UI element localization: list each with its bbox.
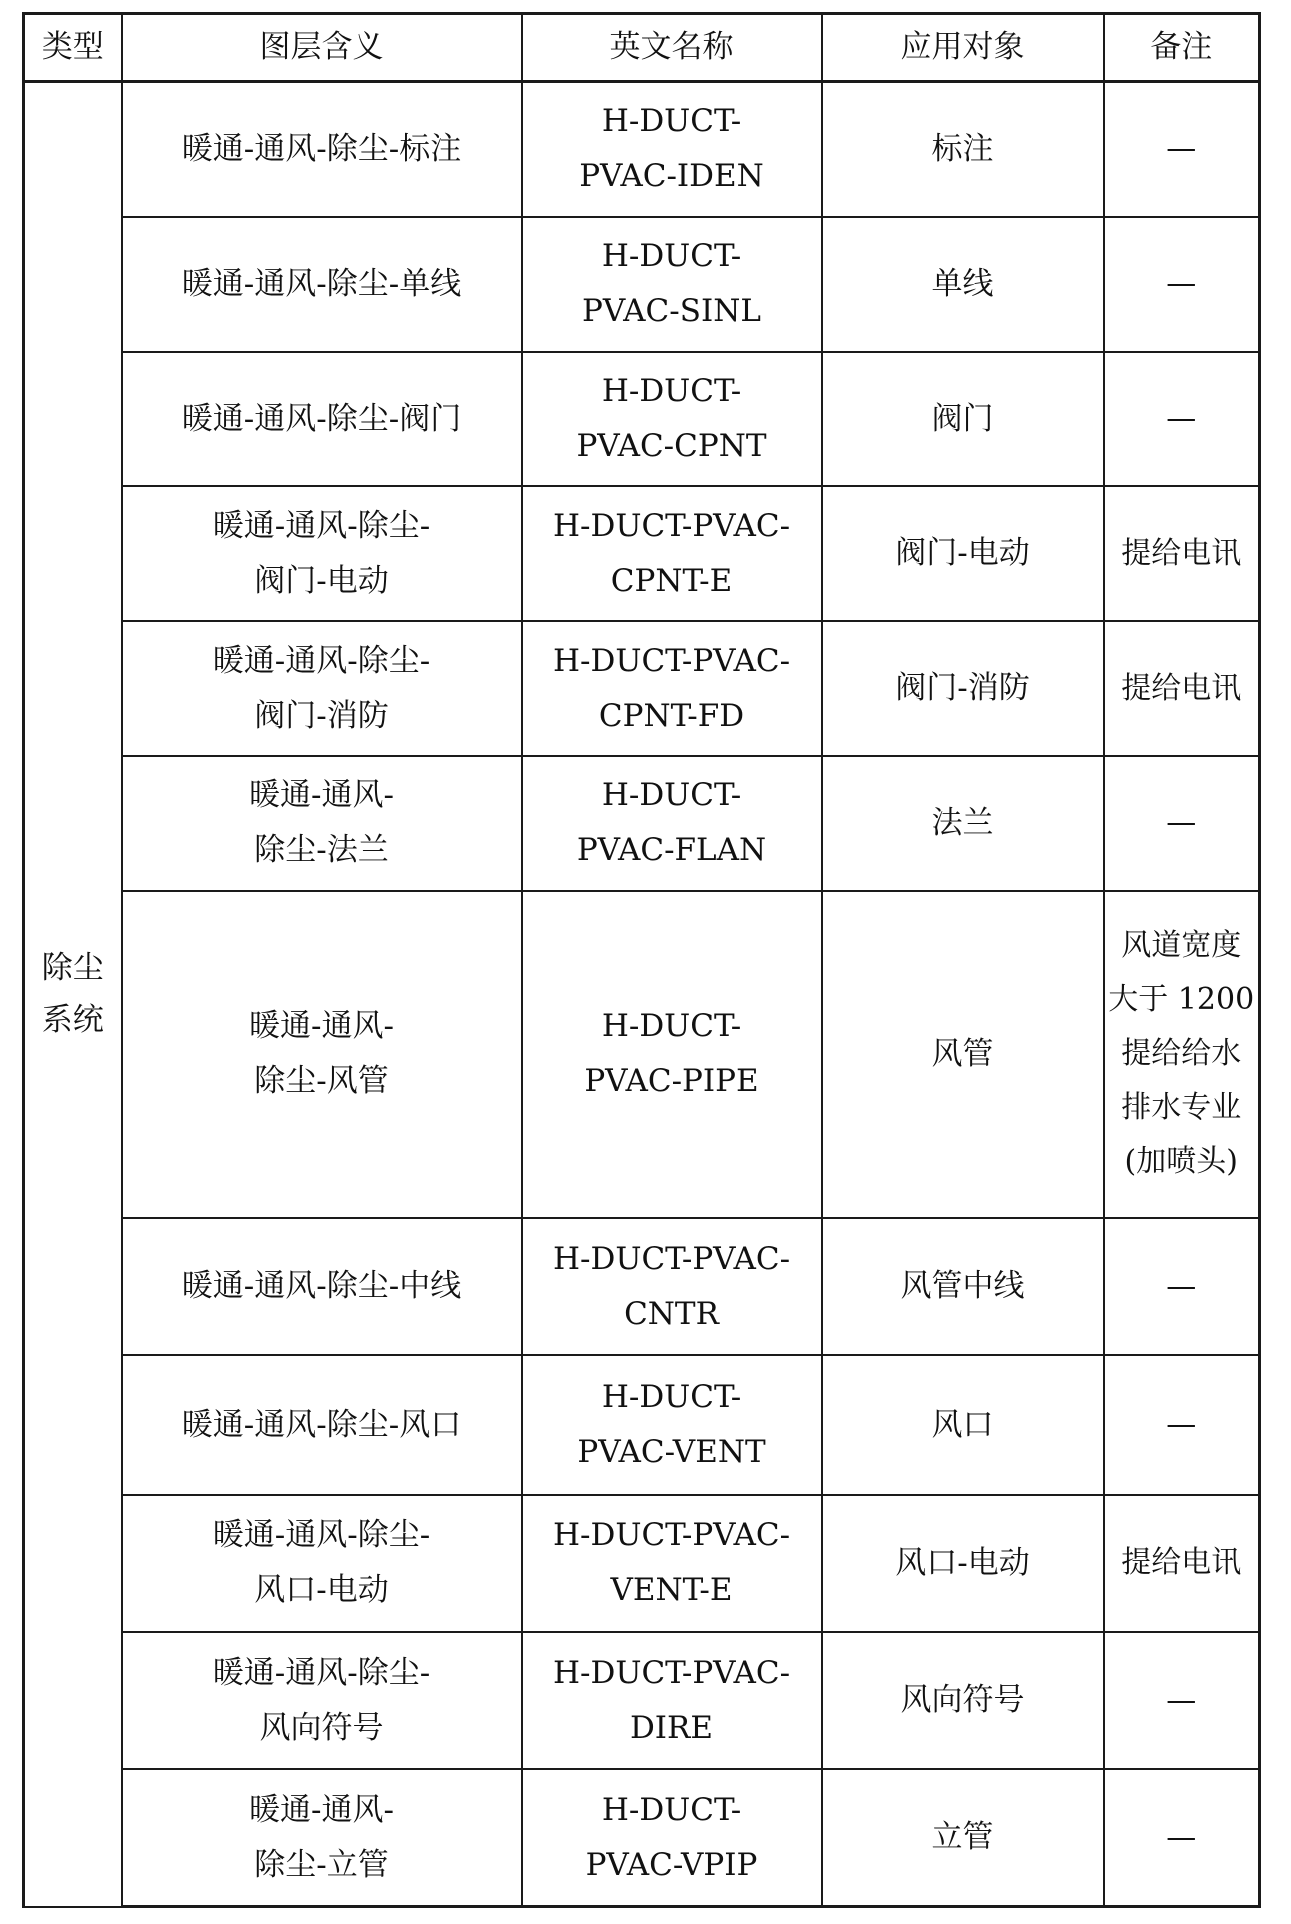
- applied-object-cell: 阀门-电动: [822, 486, 1104, 621]
- table-row: [24, 621, 1260, 756]
- layer-meaning-line: 阀门-消防: [254, 697, 389, 734]
- english-name-cell: [522, 82, 822, 217]
- layer-meaning-line: 暖通-通风-除尘-: [212, 507, 431, 544]
- english-name-line: H-DUCT-: [601, 1008, 742, 1045]
- table-row: [24, 217, 1260, 352]
- english-name-cell: [522, 1218, 822, 1355]
- layer-table-sheet: [22, 12, 1258, 1908]
- layer-meaning-cell: [122, 1632, 522, 1769]
- english-name-line: PVAC-PIPE: [584, 1063, 759, 1100]
- layer-meaning-cell: [122, 1495, 522, 1632]
- table-body: [24, 82, 1260, 1907]
- note-cell: [1104, 1218, 1260, 1355]
- layer-table: [22, 12, 1261, 1908]
- layer-meaning-cell: [122, 1218, 522, 1355]
- group-type-line: 除尘: [41, 950, 104, 987]
- table-row: [24, 891, 1260, 1218]
- header-row: [24, 14, 1260, 82]
- layer-meaning-line: 暖通-通风-除尘-中线: [181, 1268, 462, 1305]
- note-line: —: [1166, 1819, 1197, 1855]
- english-name-cell: [522, 891, 822, 1218]
- note-line: —: [1166, 1407, 1197, 1443]
- english-name-line: CPNT-E: [610, 562, 733, 599]
- english-name-line: H-DUCT-: [601, 238, 742, 275]
- english-name-cell: [522, 756, 822, 891]
- english-name-line: H-DUCT-PVAC-: [552, 1517, 791, 1554]
- table-row: [24, 756, 1260, 891]
- english-name-line: PVAC-FLAN: [576, 832, 767, 869]
- layer-meaning-cell: [122, 1355, 522, 1495]
- layer-meaning-line: 暖通-通风-除尘-: [212, 642, 431, 679]
- note-cell: [1104, 82, 1260, 217]
- header-english-name: 英文名称: [522, 14, 822, 82]
- note-cell: [1104, 217, 1260, 352]
- english-name-line: H-DUCT-: [601, 1379, 742, 1416]
- applied-object-cell: 阀门-消防: [822, 621, 1104, 756]
- layer-meaning-line: 风向符号: [259, 1709, 384, 1746]
- layer-meaning-cell: [122, 621, 522, 756]
- layer-meaning-line: 风口-电动: [254, 1572, 389, 1609]
- note-line: 提给电讯: [1121, 535, 1242, 571]
- english-name-line: CNTR: [624, 1295, 719, 1332]
- note-line: —: [1166, 131, 1197, 167]
- table-row: [24, 1355, 1260, 1495]
- english-name-cell: [522, 486, 822, 621]
- english-name-cell: [522, 1355, 822, 1495]
- table-row: [24, 352, 1260, 487]
- note-cell: [1104, 1495, 1260, 1632]
- applied-object-cell: 风管中线: [822, 1218, 1104, 1355]
- english-name-line: PVAC-VENT: [577, 1434, 766, 1471]
- layer-meaning-cell: [122, 1769, 522, 1906]
- english-name-line: H-DUCT-PVAC-: [552, 507, 791, 544]
- table-header: [24, 14, 1260, 82]
- english-name-line: PVAC-IDEN: [579, 158, 764, 195]
- english-name-line: PVAC-CPNT: [576, 428, 767, 465]
- note-cell: [1104, 891, 1260, 1218]
- english-name-cell: [522, 1495, 822, 1632]
- english-name-line: DIRE: [629, 1709, 714, 1746]
- english-name-cell: [522, 621, 822, 756]
- note-cell: [1104, 621, 1260, 756]
- note-line: (加喷头): [1124, 1144, 1238, 1180]
- note-cell: [1104, 352, 1260, 487]
- table-row: [24, 486, 1260, 621]
- note-cell: [1104, 756, 1260, 891]
- layer-meaning-line: 暖通-通风-除尘-风口: [181, 1406, 462, 1443]
- english-name-cell: [522, 1632, 822, 1769]
- header-meaning: 图层含义: [122, 14, 522, 82]
- layer-meaning-line: 暖通-通风-除尘-单线: [181, 265, 462, 302]
- layer-meaning-line: 除尘-法兰: [254, 832, 389, 869]
- note-line: —: [1166, 1268, 1197, 1304]
- applied-object-cell: 风口-电动: [822, 1495, 1104, 1632]
- english-name-cell: [522, 352, 822, 487]
- note-line: 排水专业: [1121, 1090, 1242, 1126]
- table-row: [24, 1495, 1260, 1632]
- header-note: 备注: [1104, 14, 1260, 82]
- layer-meaning-line: 除尘-风管: [254, 1063, 389, 1100]
- group-type-cell: [24, 82, 122, 1907]
- layer-meaning-cell: [122, 352, 522, 487]
- header-applied-object: 应用对象: [822, 14, 1104, 82]
- layer-meaning-line: 暖通-通风-除尘-: [212, 1517, 431, 1554]
- applied-object-cell: 单线: [822, 217, 1104, 352]
- note-line: 提给给水: [1121, 1036, 1242, 1072]
- group-type-line: 系统: [41, 1002, 104, 1039]
- layer-meaning-line: 暖通-通风-: [249, 777, 394, 814]
- layer-meaning-cell: [122, 82, 522, 217]
- applied-object-cell: 立管: [822, 1769, 1104, 1906]
- table-row: [24, 1218, 1260, 1355]
- header-type: 类型: [24, 14, 122, 82]
- applied-object-cell: 阀门: [822, 352, 1104, 487]
- english-name-line: H-DUCT-: [601, 373, 742, 410]
- applied-object-cell: 风口: [822, 1355, 1104, 1495]
- table-row: [24, 1769, 1260, 1906]
- english-name-line: CPNT-FD: [598, 697, 745, 734]
- note-line: 大于 1200: [1108, 982, 1255, 1018]
- english-name-line: PVAC-VPIP: [585, 1846, 758, 1883]
- note-line: 提给电讯: [1121, 1545, 1242, 1581]
- layer-meaning-line: 阀门-电动: [254, 562, 389, 599]
- note-line: —: [1166, 805, 1197, 841]
- english-name-line: VENT-E: [610, 1572, 733, 1609]
- english-name-line: H-DUCT-: [601, 103, 742, 140]
- english-name-line: H-DUCT-: [601, 777, 742, 814]
- note-line: 风道宽度: [1121, 928, 1242, 964]
- layer-meaning-line: 除尘-立管: [254, 1846, 389, 1883]
- layer-meaning-line: 暖通-通风-除尘-阀门: [181, 400, 462, 437]
- note-line: —: [1166, 1682, 1197, 1718]
- applied-object-cell: 标注: [822, 82, 1104, 217]
- note-cell: [1104, 486, 1260, 621]
- layer-meaning-line: 暖通-通风-除尘-标注: [181, 130, 462, 167]
- english-name-line: H-DUCT-PVAC-: [552, 1654, 791, 1691]
- table-row: [24, 1632, 1260, 1769]
- english-name-line: H-DUCT-PVAC-: [552, 642, 791, 679]
- english-name-line: PVAC-SINL: [582, 293, 761, 330]
- layer-meaning-cell: [122, 891, 522, 1218]
- note-line: —: [1166, 401, 1197, 437]
- note-cell: [1104, 1632, 1260, 1769]
- english-name-line: H-DUCT-: [601, 1791, 742, 1828]
- note-cell: [1104, 1769, 1260, 1906]
- applied-object-cell: 法兰: [822, 756, 1104, 891]
- note-cell: [1104, 1355, 1260, 1495]
- english-name-line: H-DUCT-PVAC-: [552, 1240, 791, 1277]
- note-line: —: [1166, 266, 1197, 302]
- layer-meaning-line: 暖通-通风-除尘-: [212, 1654, 431, 1691]
- layer-meaning-cell: [122, 217, 522, 352]
- applied-object-cell: 风管: [822, 891, 1104, 1218]
- layer-meaning-line: 暖通-通风-: [249, 1008, 394, 1045]
- layer-meaning-line: 暖通-通风-: [249, 1791, 394, 1828]
- english-name-cell: [522, 217, 822, 352]
- note-line: 提给电讯: [1121, 670, 1242, 706]
- english-name-cell: [522, 1769, 822, 1906]
- layer-meaning-cell: [122, 756, 522, 891]
- applied-object-cell: 风向符号: [822, 1632, 1104, 1769]
- table-row: [24, 82, 1260, 217]
- layer-meaning-cell: [122, 486, 522, 621]
